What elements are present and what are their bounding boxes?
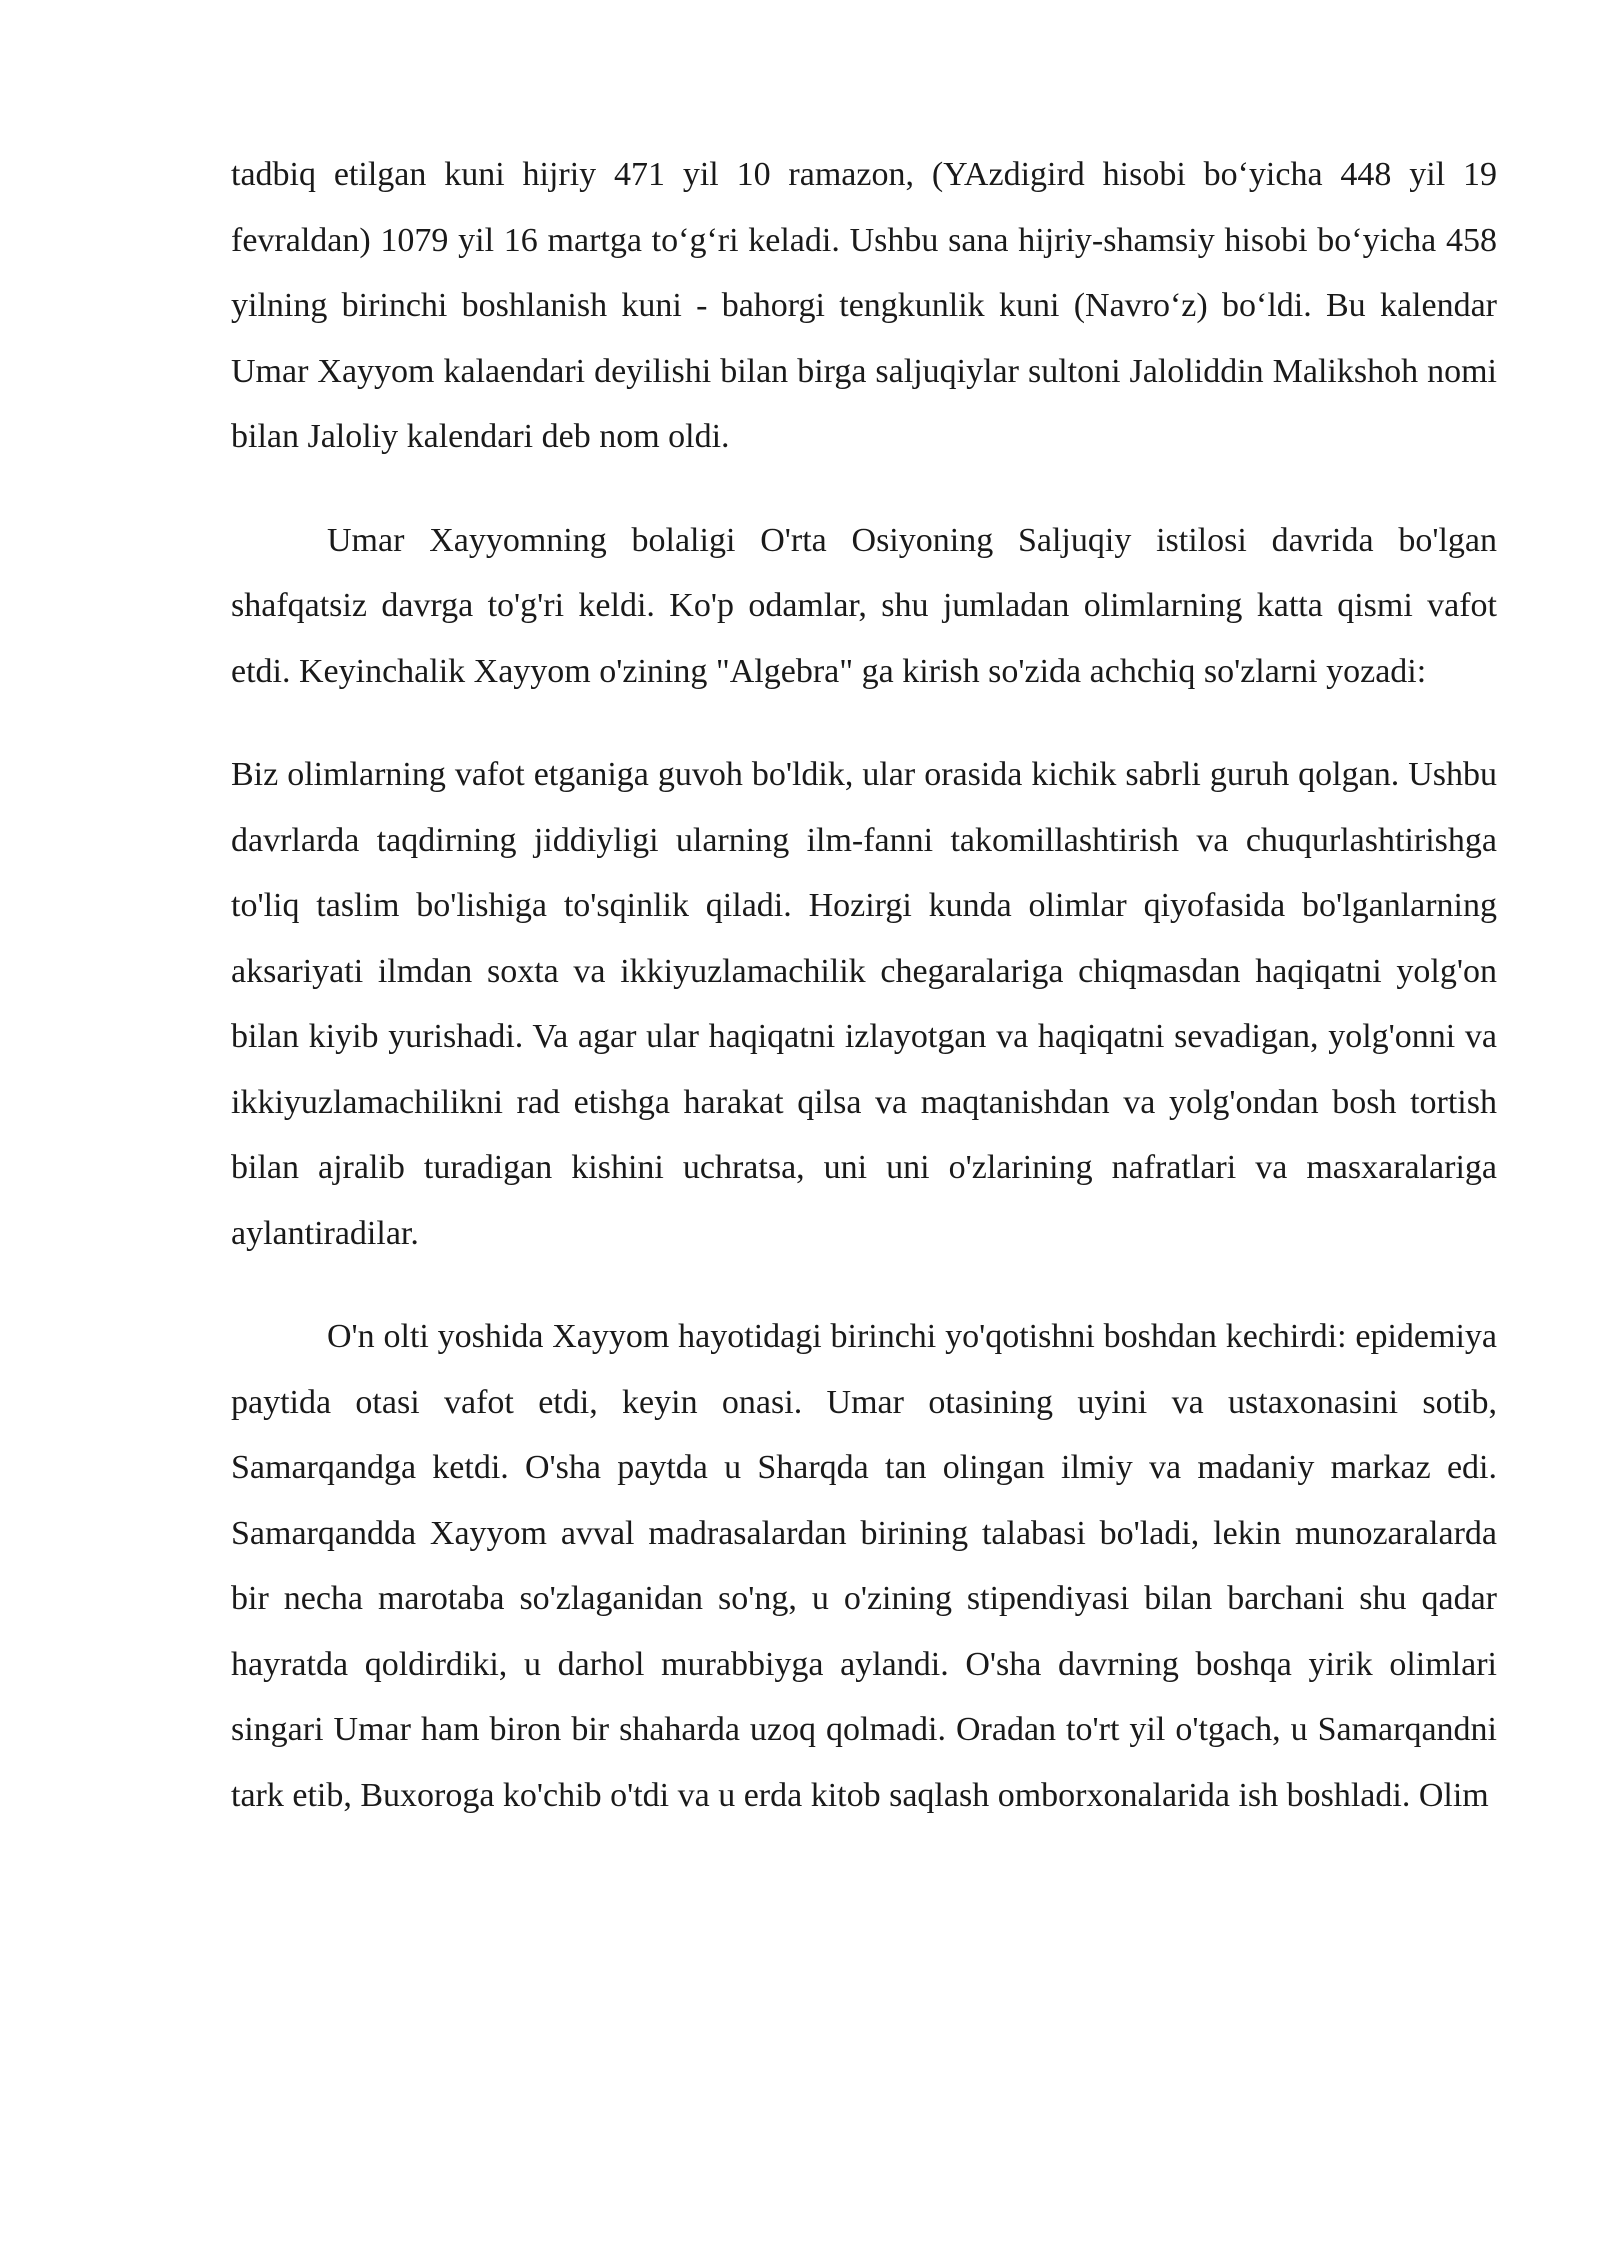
paragraph-quote: Biz olimlarning vafot etganiga guvoh bo'ldik, ular orasida kichik sabrli guruh qolgan. Ushbu davrlarda taqdirning jiddiyligi ularning ilm-fanni takomillashtirish va chuqurlashtirishga to'liq taslim bo'lishiga to'sqinlik qiladi. Hozirgi kunda olimlar qiyofasida bo'lganlarning aksariyati ilmdan soxta va ikkiyuzlamachilik chegaralariga chiqmasdan haqiqatni yolg'on bilan kiyib yurishadi. Va agar ular haqiqatni izlayotgan va haqiqatni sevadigan, yolg'onni va ikkiyuzlamachilikni rad etishga harakat qilsa va maqtanishdan va yolg'ondan bosh tortish bilan ajralib turadigan kishini uchratsa, uni uni o'zlarining nafratlari va masxaralariga aylantiradilar. (231, 756, 1497, 1252)
paragraph-youth: O'n olti yoshida Xayyom hayotidagi birinchi yo'qotishni boshdan kechirdi: epidemiya paytida otasi vafot etdi, keyin onasi. Umar otasining uyini va ustaxonasini sotib, Samarqandga ketdi. O'sha paytda u Sharqda tan olingan ilmiy va madaniy markaz edi. Samarqandda Xayyom avval madrasalardan birining talabasi bo'ladi, lekin munozaralarda bir necha marotaba so'zlaganidan so'ng, u o'zining stipendiyasi bilan barchani shu qadar hayratda qoldirdiki, u darhol murabbiyga aylandi. O'sha davrning boshqa yirik olimlari singari Umar ham biron bir shaharda uzoq qolmadi. Oradan to'rt yil o'tgach, u Samarqandni tark etib, Buxoroga ko'chib o'tdi va u erda kitob saqlash omborxonalarida ish boshladi. Olim (231, 1318, 1497, 1814)
paragraph-childhood: Umar Xayyomning bolaligi O'rta Osiyoning Saljuqiy istilosi davrida bo'lgan shafqatsiz davrga to'g'ri keldi. Ko'p odamlar, shu jumladan olimlarning katta qismi vafot etdi. Keyinchalik Xayyom o'zining "Algebra" ga kirish so'zida achchiq so'zlarni yozadi: (231, 521, 1497, 690)
paragraph-calendar: tadbiq etilgan kuni hijriy 471 yil 10 ramazon, (YAzdigird hisobi boʻyicha 448 yil 19 fevraldan) 1079 yil 16 martga toʻgʻri keladi. Ushbu sana hijriy-shamsiy hisobi boʻyicha 458 yilning birinchi boshlanish kuni - bahorgi tengkunlik kuni (Navroʻz) boʻldi. Bu kalendar Umar Xayyom kalaendari deyilishi bilan birga saljuqiylar sultoni Jaloliddin Malikshoh nomi bilan Jaloliy kalendari deb nom oldi. (231, 156, 1497, 455)
document-body (231, 142, 1497, 1866)
